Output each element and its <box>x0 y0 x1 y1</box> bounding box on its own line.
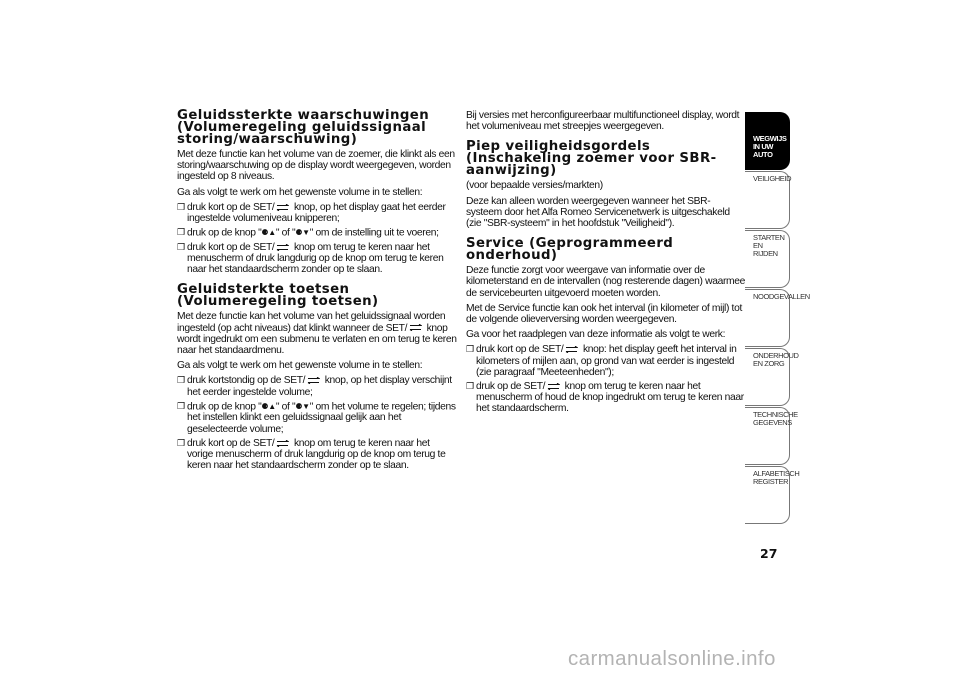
tab-onderhoud[interactable]: ONDERHOUD EN ZORG <box>745 348 790 406</box>
return-arrow-icon <box>276 440 289 447</box>
bullet-item: ❒ druk op de knop "⚈▲" of "⚈▼" om het volume te regelen; tijdens het instellen klinkt een geluidssignaal gelijk aan het geselecteerde volume; <box>177 400 456 435</box>
return-arrow-icon <box>307 377 320 384</box>
bullet-item: ❒ druk kort op de SET/ knop om terug te keren naar het menuscherm of druk langdurig op de knop om terug te keren naar het standaardscherm zonder op te slaan. <box>177 241 444 276</box>
bullet-item: ❒ druk kort op de SET/ knop, op het display gaat het eerder ingestelde volumeniveau knipperen; <box>177 201 446 225</box>
section-title-seatbelt-beep: Piep veiligheidsgordels (Inschakeling zoemer voor SBR-aanwijzing) <box>466 139 717 179</box>
tab-veiligheid[interactable]: VEILIGHEID <box>745 171 790 229</box>
section-title-key-volume: Geluidsterkte toetsen (Volumeregeling toetsen) <box>177 282 379 310</box>
dial-down-icon: ⚈▼ <box>295 401 310 411</box>
paragraph: Ga als volgt te werk om het gewenste volume in te stellen: <box>177 360 423 372</box>
paragraph: Deze functie zorgt voor weergave van informatie over de kilometerstand en de intervallen (nog resterende dagen) waarmee de servicebeurten uitgevoerd moeten worden. <box>466 265 746 299</box>
bullet-item: ❒ druk kort op de SET/ knop: het display geeft het interval in kilometers of mijlen aan, op grond van wat eerder is ingesteld (zie paragraaf "Meeteenheden"); <box>466 344 737 378</box>
left-column <box>177 110 457 474</box>
bullet-icon: ❒ <box>177 437 185 448</box>
tab-noodgevallen[interactable]: NOODGEVALLEN <box>745 289 790 347</box>
section-title-warning-volume: Geluidssterkte waarschuwingen (Volumeregeling geluidssignaal storing/waarschuwing) <box>177 108 430 147</box>
right-column <box>466 110 746 418</box>
return-arrow-icon <box>409 324 422 331</box>
bullet-icon: ❒ <box>177 400 185 411</box>
return-arrow-icon <box>547 383 560 390</box>
paragraph-note: (voor bepaalde versies/markten) <box>466 180 603 192</box>
bullet-icon: ❒ <box>177 201 185 212</box>
bullet-icon: ❒ <box>177 227 185 238</box>
paragraph: Deze kan alleen worden weergegeven wanneer het SBR-systeem door het Alfa Romeo Servicenetwerk is uitgeschakeld (zie "SBR-systeem" in het hoofdstuk "Veiligheid"). <box>466 195 730 230</box>
bullet-item: ❒ druk op de knop "⚈▲" of "⚈▼" om de instelling uit te voeren; <box>177 227 439 239</box>
bullet-icon: ❒ <box>177 375 185 386</box>
dial-up-icon: ⚈▲ <box>261 228 276 238</box>
paragraph: Met deze functie kan het volume van het geluidssignaal worden ingesteld (op acht niveaus) dat klinkt wanneer de SET/ knop wordt ingedrukt om een submenu te verlaten en om terug te keren naar het standaardmenu. <box>177 311 457 356</box>
bullet-item: ❒ druk op de SET/ knop om terug te keren naar het menuscherm of houd de knop ingedrukt om terug te keren naar het standaardscherm. <box>466 381 744 415</box>
paragraph: Bij versies met herconfigureerbaar multifunctioneel display, wordt het volumeniveau met streepjes weergegeven. <box>466 110 740 133</box>
tab-register[interactable]: ALFABETISCH REGISTER <box>745 466 790 524</box>
bullet-icon: ❒ <box>466 381 474 392</box>
paragraph: Met deze functie kan het volume van de zoemer, die klinkt als een storing/waarschuwing op de display wordt weergegeven, worden ingesteld op 8 niveaus. <box>177 149 455 183</box>
section-title-service: Service (Geprogrammeerd onderhoud) <box>466 236 674 264</box>
return-arrow-icon <box>276 204 289 211</box>
page-number: 27 <box>760 546 778 561</box>
bullet-icon: ❒ <box>466 344 474 355</box>
chapter-tabs <box>745 112 810 524</box>
paragraph: Met de Service functie kan ook het interval (in kilometer of mijl) tot de volgende olieverversing worden weergegeven. <box>466 302 742 326</box>
tab-wegwijs[interactable]: WEGWIJS IN UW AUTO <box>745 112 790 170</box>
paragraph: Ga voor het raadplegen van deze informatie als volgt te werk: <box>466 329 726 341</box>
watermark: carmanualsonline.info <box>568 647 776 670</box>
tab-technische[interactable]: TECHNISCHE GEGEVENS <box>745 407 790 465</box>
dial-down-icon: ⚈▼ <box>295 228 310 238</box>
return-arrow-icon <box>565 346 578 353</box>
return-arrow-icon <box>276 244 289 251</box>
bullet-item: ❒ druk kortstondig op de SET/ knop, op het display verschijnt het eerder ingestelde volume; <box>177 375 452 398</box>
bullet-item: ❒ druk kort op de SET/ knop om terug te keren naar het vorige menuscherm of druk langdurig op de knop om terug te keren naar het standaardscherm zonder op te slaan. <box>177 437 446 472</box>
paragraph: Ga als volgt te werk om het gewenste volume in te stellen: <box>177 186 423 198</box>
tab-starten[interactable]: STARTEN EN RIJDEN <box>745 230 790 288</box>
dial-up-icon: ⚈▲ <box>261 401 276 411</box>
bullet-icon: ❒ <box>177 241 185 252</box>
